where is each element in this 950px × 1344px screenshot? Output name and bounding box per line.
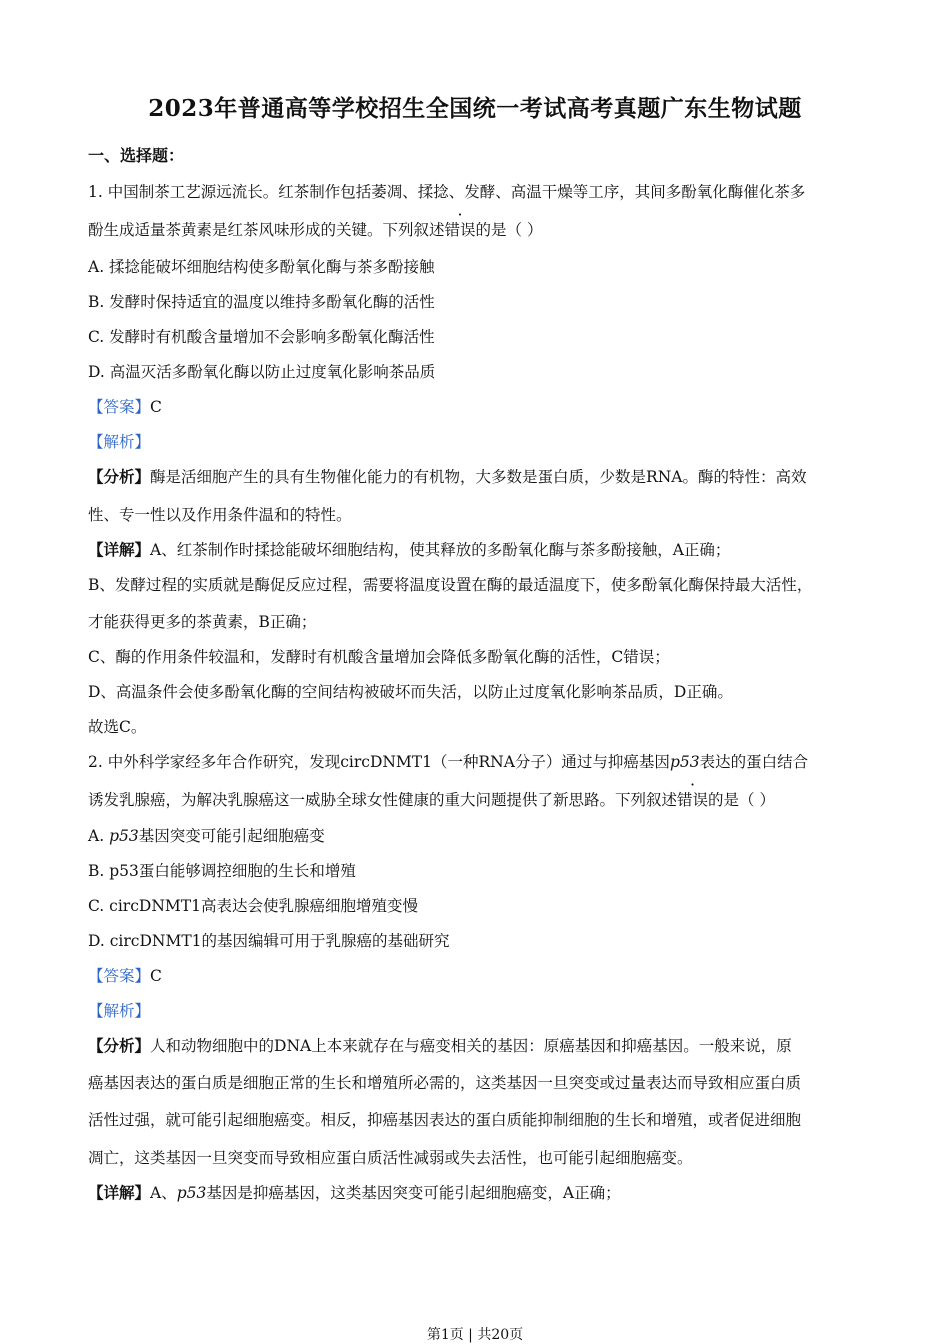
q2-fenxi-line3: 活性过强，就可能引起细胞癌变。相反，抑癌基因表达的蛋白质能抑制细胞的生长和增殖，或者促进细胞 xyxy=(88,1111,802,1129)
option-a-gene: p53 xyxy=(109,827,139,845)
q1-analysis-label: 【解析】 xyxy=(88,433,151,451)
q1-xiangjie-d: D、高温条件会使多酚氧化酶的空间结构被破坏而失活，以防止过度氧化影响茶品质，D正确。 xyxy=(88,683,733,701)
q2-gene-name: p53 xyxy=(669,753,700,771)
page-title: 2023年普通高等学校招生全国统一考试高考真题广东生物试题 xyxy=(148,95,802,122)
q1-option-a: A. 揉捻能破坏细胞结构使多酚氧化酶与茶多酚接触 xyxy=(88,258,435,276)
q2-xiangjie-a xyxy=(88,1183,868,1203)
fenxi-label: 【分析】 xyxy=(88,467,151,486)
q2-option-a xyxy=(88,826,868,846)
fenxi-text: 人和动物细胞中的DNA上本来就存在与癌变相关的基因：原癌基因和抑癌基因。一般来说，原 xyxy=(150,1037,792,1055)
q1-stem-blank: 的是（ ） xyxy=(475,221,543,239)
q1-option-b: B. 发酵时保持适宜的温度以维持多酚氧化酶的活性 xyxy=(88,293,435,311)
q1-xiangjie-a xyxy=(88,540,868,560)
q2-option-c: C. circDNMT1高表达会使乳腺癌细胞增殖变慢 xyxy=(88,897,418,915)
fenxi-text: 酶是活细胞产生的具有生物催化能力的有机物，大多数是蛋白质，少数是RNA。酶的特性：高效 xyxy=(150,468,807,486)
q1-stem-text: 酚生成适量茶黄素是红茶风味形成的关键。下列叙述 xyxy=(88,221,445,239)
answer-value: C xyxy=(150,398,162,416)
q1-conclusion: 故选C。 xyxy=(88,718,147,736)
q1-answer xyxy=(88,397,868,417)
q1-fenxi-line1 xyxy=(88,467,868,487)
q1-option-d: D. 高温灭活多酚氧化酶以防止过度氧化影响茶品质 xyxy=(88,363,436,381)
q2-stem-text: 2. 中外科学家经多年合作研究，发现circDNMT1（一种RNA分子）通过与抑癌基因 xyxy=(88,753,670,771)
q1-stem-line2 xyxy=(88,220,868,240)
section-heading: 一、选择题： xyxy=(88,146,185,165)
q2-stem-text-end: 表达的蛋白结合 xyxy=(699,753,809,771)
xiangjie-label: 【详解】 xyxy=(88,1183,151,1202)
option-a-text: 基因突变可能引起细胞癌变 xyxy=(138,827,325,845)
q2-emphasis-word: 错误 xyxy=(677,791,709,809)
xiangjie-text: A、红茶制作时揉捻能破坏细胞结构，使其释放的多酚氧化酶与茶多酚接触，A正确； xyxy=(150,541,731,559)
q2-stem-line2 xyxy=(88,790,868,810)
q1-xiangjie-b2: 才能获得更多的茶黄素，B正确； xyxy=(88,613,317,631)
fenxi-label: 【分析】 xyxy=(88,1036,151,1055)
q2-stem-line1 xyxy=(88,752,868,772)
q2-analysis-label: 【解析】 xyxy=(88,1002,151,1020)
q2-answer xyxy=(88,966,868,986)
xiangjie-text: 基因是抑癌基因，这类基因突变可能引起细胞癌变，A正确； xyxy=(206,1184,621,1202)
q1-emphasis-word: 错误 xyxy=(444,221,476,239)
xiangjie-prefix: A、 xyxy=(150,1184,177,1202)
q2-stem-text2: 诱发乳腺癌，为解决乳腺癌这一威胁全球女性健康的重大问题提供了新思路。下列叙述 xyxy=(88,791,678,809)
q2-fenxi-line2: 癌基因表达的蛋白质是细胞正常的生长和增殖所必需的，这类基因一旦突变或过量表达而导致相应蛋白质 xyxy=(88,1074,802,1092)
q2-stem-blank: 的是（ ） xyxy=(708,791,775,809)
xiangjie-gene: p53 xyxy=(176,1184,207,1202)
answer-label: 【答案】 xyxy=(88,398,151,416)
q1-xiangjie-c: C、酶的作用条件较温和，发酵时有机酸含量增加会降低多酚氧化酶的活性，C错误； xyxy=(88,648,670,666)
q2-fenxi-line4: 凋亡，这类基因一旦突变而导致相应蛋白质活性减弱或失去活性，也可能引起细胞癌变。 xyxy=(88,1149,693,1167)
q1-xiangjie-b1: B、发酵过程的实质就是酶促反应过程，需要将温度设置在酶的最适温度下，使多酚氧化酶保持最大活性， xyxy=(88,576,813,594)
answer-value: C xyxy=(150,967,162,985)
q2-option-d: D. circDNMT1的基因编辑可用于乳腺癌的基础研究 xyxy=(88,932,450,950)
q2-fenxi-line1 xyxy=(88,1036,868,1056)
q1-stem-line1: 1. 中国制茶工艺源远流长。红茶制作包括萎凋、揉捻、发酵、高温干燥等工序，其间多酚氧化酶催化茶多 xyxy=(88,183,806,201)
page-footer: 第1页 | 共20页 xyxy=(426,1327,524,1343)
answer-label: 【答案】 xyxy=(88,967,151,985)
option-a-prefix: A. xyxy=(88,827,110,845)
q1-fenxi-line2: 性、专一性以及作用条件温和的特性。 xyxy=(88,506,352,524)
q2-option-b: B. p53蛋白能够调控细胞的生长和增殖 xyxy=(88,862,356,880)
xiangjie-label: 【详解】 xyxy=(88,540,151,559)
q1-option-c: C. 发酵时有机酸含量增加不会影响多酚氧化酶活性 xyxy=(88,328,435,346)
